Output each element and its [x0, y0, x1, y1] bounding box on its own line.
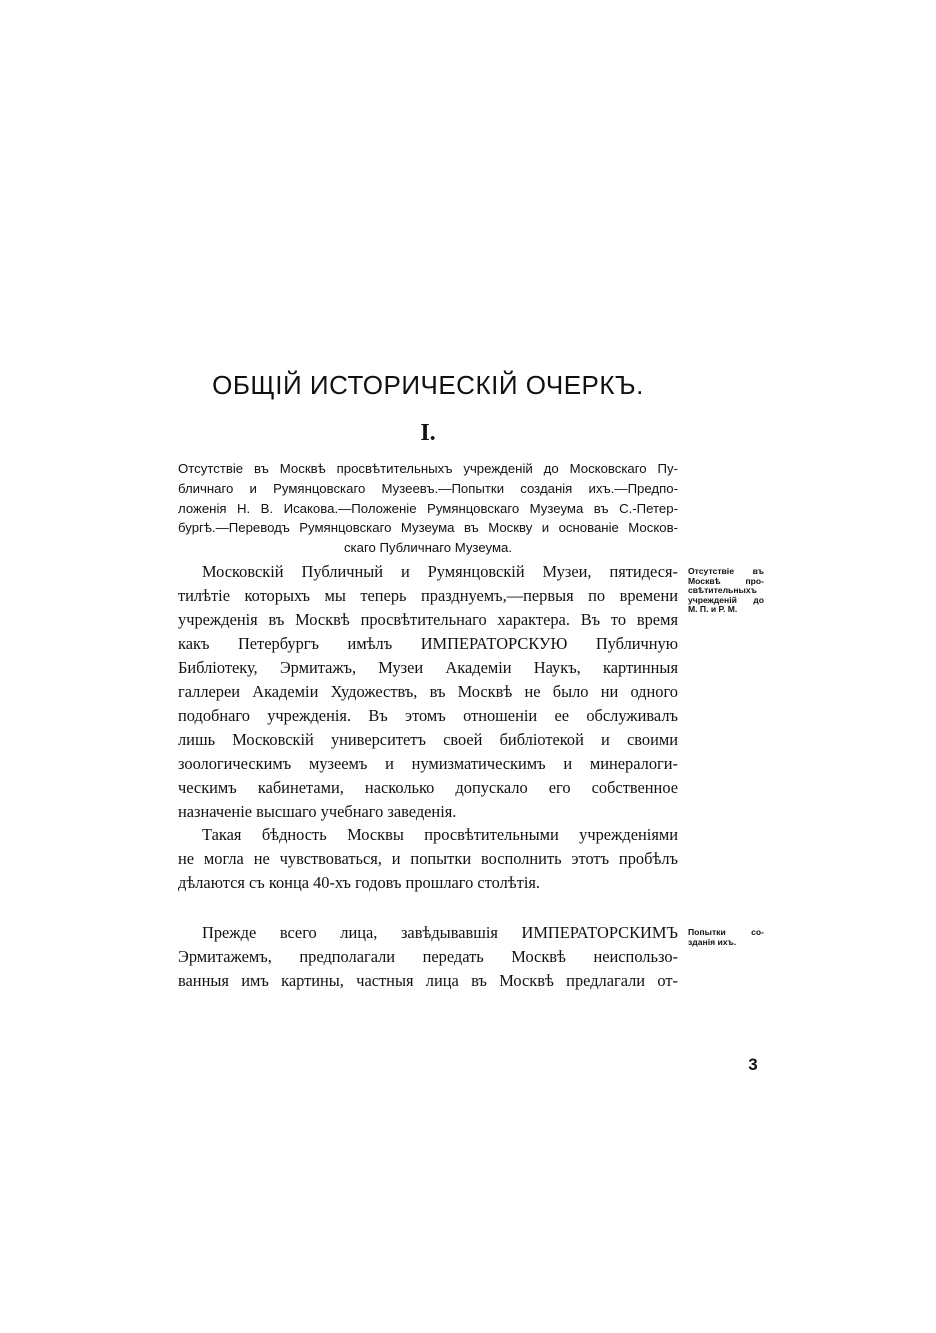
text-line: тилѣтіе которыхъ мы теперь празднуемъ,—первыя по времени: [178, 586, 678, 605]
text-line: ванныя имъ картины, частныя лица въ Москвѣ предлагали от-: [178, 971, 678, 990]
text-line: какъ Петербургъ имѣлъ ИМПЕРАТОРСКУЮ Публичную: [178, 634, 678, 653]
margin-note-line: учрежденій до: [688, 594, 764, 605]
text-line: галлереи Академіи Художествъ, въ Москвѣ не было ни одного: [178, 682, 678, 701]
margin-note-line: Попытки со-: [688, 927, 764, 937]
margin-note-line: зданія ихъ.: [688, 936, 737, 947]
summary-line: бличнаго и Румянцовскаго Музеевъ.—Попытки созданія ихъ.—Предпо-: [178, 480, 678, 496]
summary-line: Отсутствіе въ Москвѣ просвѣтительныхъ учрежденій до Московскаго Пу-: [178, 461, 678, 476]
text-line: не могла не чувствоваться, и попытки восполнить этотъ пробѣлъ: [178, 849, 678, 868]
text-line: учрежденія въ Москвѣ просвѣтительнаго характера. Въ то время: [178, 610, 678, 629]
paragraph-2: [178, 823, 678, 895]
text-line: зоологическимъ музеемъ и нумизматическимъ и минералоги-: [178, 754, 678, 773]
margin-note-1: [688, 567, 764, 615]
margin-note-line: свѣтительныхъ: [688, 585, 757, 596]
text-line: назначеніе высшаго учебнаго заведенія.: [178, 802, 457, 821]
text-line: Библіотеку, Эрмитажъ, Музеи Академіи Наукъ, картинныя: [178, 658, 678, 677]
text-line: Прежде всего лица, завѣдывавшія ИМПЕРАТОРСКИМЪ: [202, 923, 678, 942]
summary-line: бургѣ.—Переводъ Румянцовскаго Музеума въ Москву и основаніе Москов-: [178, 520, 678, 536]
margin-note-line: Москвѣ про-: [688, 575, 764, 586]
margin-note-2: [688, 928, 764, 947]
paragraph-1: [178, 560, 678, 824]
text-line: подобнаго учрежденія. Въ этомъ отношеніи ее обслуживалъ: [178, 706, 678, 725]
text-line: Эрмитажемъ, предполагали передать Москвѣ неиспользо-: [178, 947, 678, 966]
text-line: Такая бѣдность Москвы просвѣтительными учрежденіями: [202, 825, 678, 844]
text-line: ческимъ кабинетами, насколько допускало его собственное: [178, 778, 678, 797]
page-title: ОБЩІЙ ИСТОРИЧЕСКІЙ ОЧЕРКЪ.: [212, 370, 644, 400]
chapter-number: I.: [420, 420, 436, 446]
summary-line: скаго Публичнаго Музеума.: [343, 540, 513, 556]
summary-line: ложенія Н. В. Исакова.—Положеніе Румянцовскаго Музеума въ С.-Петер-: [178, 500, 678, 516]
text-line: лишь Московскій университетъ своей библіотекой и своими: [178, 730, 678, 749]
margin-note-line: Отсутствіе въ: [688, 566, 764, 576]
page-number: 3: [748, 1055, 758, 1074]
text-line: Московскій Публичный и Румянцовскій Музеи, пятидеся-: [202, 562, 678, 581]
margin-note-line: М. П. и Р. М.: [688, 604, 738, 615]
paragraph-3: [178, 921, 678, 993]
text-line: дѣлаются съ конца 40-хъ годовъ прошлаго столѣтія.: [178, 873, 541, 892]
chapter-summary: [178, 459, 678, 558]
